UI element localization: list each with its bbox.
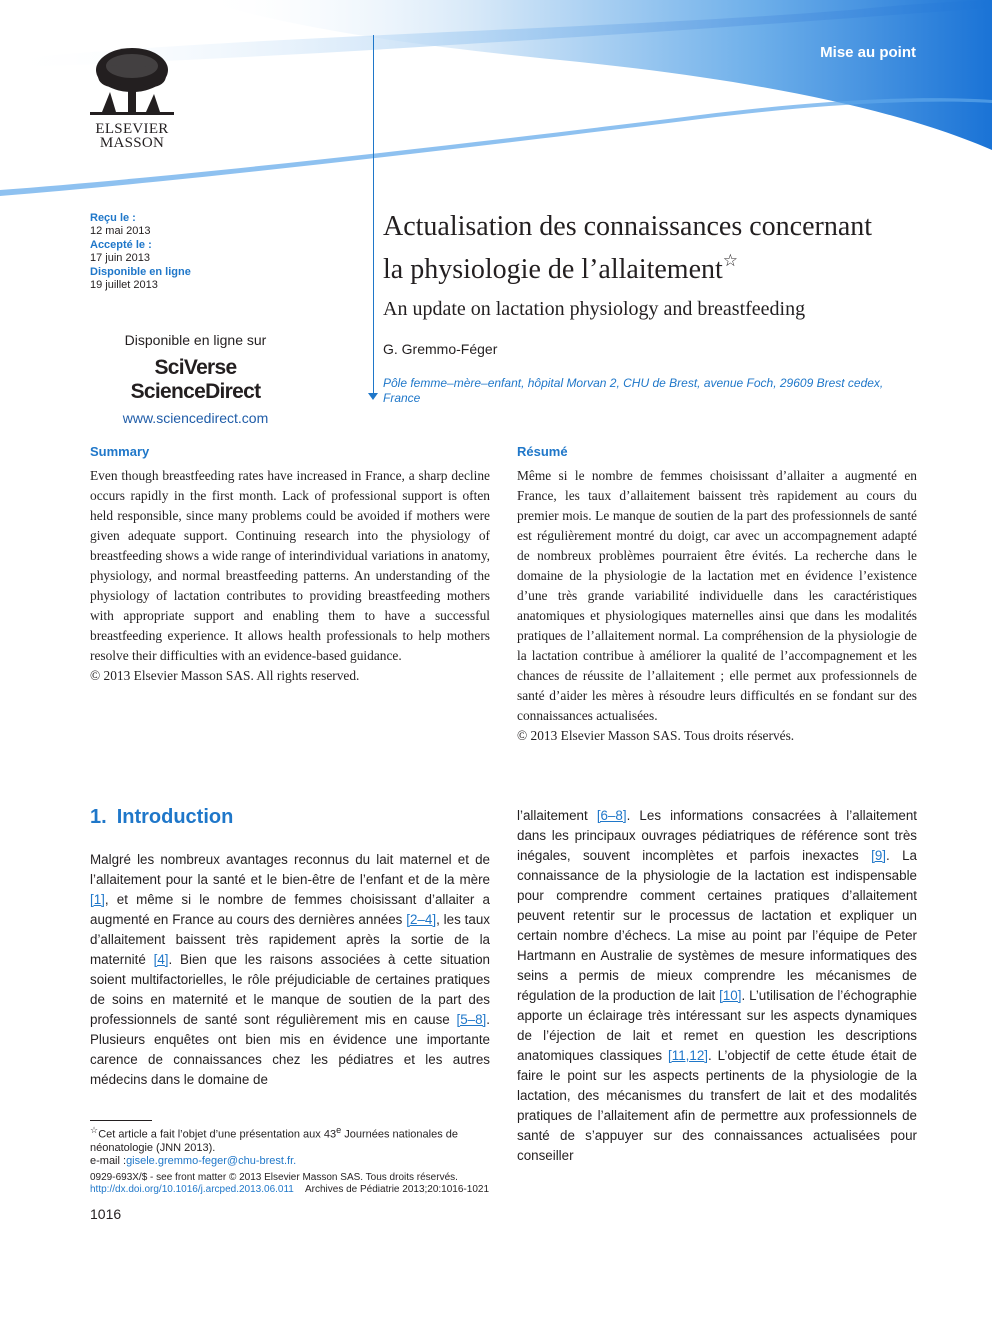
section-title: Introduction — [116, 806, 234, 828]
article-subtitle: An update on lactation physiology and breastfeeding — [383, 298, 806, 320]
citation-link[interactable]: [2–4] — [406, 912, 437, 927]
sciencedirect-brand: SciVerse ScienceDirect — [130, 356, 261, 403]
footnote-sup: e — [336, 1125, 342, 1135]
intro-text: . L’utilisation de l’échographie apporte un éclairage très intéressant sur les aspects dynamiques de l’éjection de lait et remet en question les descriptions anatomiques classiques — [517, 988, 917, 1063]
elsevier-masson-logo — [82, 46, 182, 150]
logo-line-elsevier: ELSEVIER — [95, 121, 169, 137]
vertical-divider — [373, 35, 374, 395]
resume-copyright: © 2013 Elsevier Masson SAS. Tous droits réservés. — [517, 728, 795, 743]
citation-link[interactable]: [5–8] — [456, 1012, 487, 1027]
summary-copyright: © 2013 Elsevier Masson SAS. All rights reserved. — [90, 668, 360, 683]
footnote-rule — [90, 1120, 152, 1121]
divider-arrow-icon — [368, 393, 378, 400]
online-label: Disponible en ligne — [90, 265, 191, 278]
resume-body — [517, 466, 917, 746]
logo-line-masson: MASSON — [99, 135, 165, 151]
intro-text: . Bien que les raisons associées à cette situation soient multifactorielles, le rôle préjudiciable de certaines pratiques de soins en maternité et le manque de soutien de la part des professionnels de santé sont régulièrement mis en cause — [90, 952, 490, 1027]
sciencedirect-block — [88, 332, 303, 426]
received-label: Reçu le : — [90, 212, 136, 224]
imprint — [90, 1172, 510, 1197]
journal-citation: Archives de Pédiatrie 2013;20:1016-1021 — [304, 1184, 490, 1196]
summary-text: Even though breastfeeding rates have increased in France, a sharp decline occurs rapidly in the first month. Lack of professional support is often held responsible, since many problems could be avoided if mothers were given adequate support. Continuing research into the physiology of breastfeeding shows a wide range of interindividual variations in anatomy, physiology, and normal breastfeeding patterns. An understanding of the physiology of lactation contributes to providing breastfeeding mothers with appropriate support and enabling them to have a successful breastfeeding experience. It allows health professionals to help mothers resolve their difficulties with an evidence-based guidance. — [90, 468, 490, 663]
intro-text: l’allaitement — [517, 808, 597, 823]
email-label: e-mail : — [90, 1155, 127, 1168]
intro-right-column — [517, 806, 917, 1166]
accepted-date: 17 juin 2013 — [90, 252, 150, 265]
summary-heading: Summary — [90, 444, 150, 459]
citation-link[interactable]: [11,12] — [668, 1048, 709, 1063]
resume-text: Même si le nombre de femmes choisissant d’allaiter a augmenté en France, les taux d’allaitement baissent très rapidement au cours du premier mois. Le manque de soutien de la part des professionnels de santé est régulièrement montré du doigt, car avec un accompagnement adapté de nombreux problèmes pourraient être évités. La recherche dans le domaine de la physiologie de la lactation met en évidence l’existence d’une très grande variabilité individuelle dans les caractéristiques anatomiques et physiologiques maternelles ainsi que dans les modalités pratiques de l’allaitement normal. La compréhension de la physiologie de la lactation contribue à améliorer la qualité de l’accompagnement et les chances de réussite de l’allaitement ; elle permet aux professionnels de santé d’aider les mères à résoudre leurs difficultés en se fondant sur des connaissances actualisées. — [517, 468, 917, 723]
author-affiliation: Pôle femme–mère–enfant, hôpital Morvan 2, CHU de Brest, avenue Foch, 29609 Brest cedex, France — [383, 376, 884, 405]
intro-text: . Plusieurs enquêtes ont bien mis en évidence une importante carence de connaissances chez les pédiatres et les autres médecins dans le domaine de — [90, 1012, 490, 1087]
intro-text: , et même si le nombre de femmes choisissant d’allaiter a augmenté en France au cours des dernières années — [90, 892, 490, 927]
citation-link[interactable]: [9] — [871, 848, 886, 863]
intro-left-column — [90, 850, 490, 1090]
online-date: 19 juillet 2013 — [90, 279, 158, 292]
citation-link[interactable]: [4] — [153, 952, 169, 967]
citation-link[interactable]: [6–8] — [596, 808, 627, 823]
accepted-label: Accepté le : — [90, 238, 152, 251]
title-line-2: la physiologie de l’allaitement — [383, 254, 723, 285]
section-tag: Mise au point — [820, 44, 916, 61]
citation-link[interactable]: [1] — [90, 892, 105, 907]
citation-link[interactable]: [10] — [719, 988, 742, 1003]
footnote-mark: ☆ — [90, 1125, 99, 1135]
intro-text: , les taux d’allaitement baissent très rapidement après la sortie de la maternité — [90, 912, 490, 967]
intro-text: Malgré les nombreux avantages reconnus du lait maternel et de l’allaitement pour la santé et le bien-être de l’enfant et de la mère — [90, 852, 490, 887]
tree-emblem-icon — [82, 46, 182, 122]
article-author: G. Gremmo-Féger — [383, 341, 498, 357]
doi-link[interactable]: http://dx.doi.org/10.1016/j.arcped.2013.06.011 — [90, 1184, 294, 1196]
title-line-1: Actualisation des connaissances concernant — [383, 211, 873, 242]
resume-heading: Résumé — [517, 444, 568, 459]
sciencedirect-link[interactable]: www.sciencedirect.com — [122, 410, 269, 426]
imprint-line: 0929-693X/$ - see front matter © 2013 Elsevier Masson SAS. Tous droits réservés. — [90, 1172, 458, 1183]
footnote-text-b: Journées nationales de néonatologie (JNN 2013). — [90, 1128, 458, 1155]
intro-text: . L’objectif de cette étude était de faire le point sur les aspects pertinents de la physiologie de la lactation, des mécanismes du transfert de lait et des modalités pratiques de l’allaitement afin de permettre aux professionnels de santé de s’appuyer sur des connaissances actualisées pour conseiller — [517, 1048, 918, 1163]
summary-body — [90, 466, 490, 686]
intro-text: . La connaissance de la physiologie de la lactation est indispensable pour comprendre comment certaines pratiques d’allaitement peuvent retentir sur le processus de lactation et expliquer un certain nombre d’échecs. La mise au point par l’équipe de Peter Hartmann en Australie de systèmes de mesure informatiques des seins a permis de mieux comprendre les mécanismes de régulation de la production de lait — [517, 848, 917, 1003]
available-online-text: Disponible en ligne sur — [124, 332, 267, 348]
title-footnote-mark[interactable]: ☆ — [722, 251, 739, 270]
introduction-heading — [90, 806, 233, 829]
author-email-link[interactable]: gisele.gremmo-feger@chu-brest.fr. — [126, 1155, 297, 1168]
article-title — [383, 210, 923, 287]
page-number: 1016 — [90, 1206, 122, 1222]
received-date: 12 mai 2013 — [90, 225, 151, 238]
footnote-text-a: Cet article a fait l’objet d’une présentation aux 43 — [98, 1128, 337, 1141]
article-dates — [90, 212, 191, 292]
intro-text: . Les informations consacrées à l’allaitement dans les principaux ouvrages pédiatriques de référence sont très inégales, souvent incomplètes et parfois inexactes — [517, 808, 917, 863]
section-number: 1. — [90, 806, 107, 828]
footnote — [90, 1124, 490, 1169]
